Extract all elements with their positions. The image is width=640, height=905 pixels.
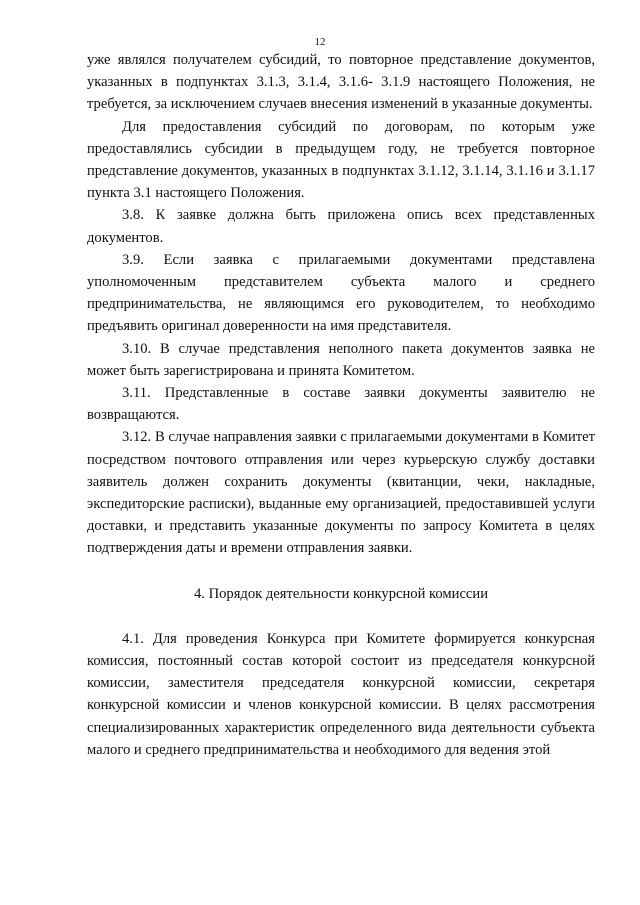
paragraph-3-11: 3.11. Представленные в составе заявки документы заявителю не возвращаются.: [87, 385, 595, 424]
paragraph-3-9: 3.9. Если заявка с прилагаемыми документами представлена уполномоченным представителем субъекта малого и среднего предпринимательства, не являющимся его руководителем, то необходимо предъявить оригинал доверенности на имя представителя.: [87, 251, 595, 335]
paragraph-4-1: 4.1. Для проведения Конкурса при Комитете формируется конкурсная комиссия, постоянный состав которой состоит из председателя конкурсной комиссии, заместителя председателя конкурсной комиссии, секретаря конкурсной комиссии и членов конкурсной комиссии. В целях рассмотрения специализированных характеристик определенного вида деятельности субъекта малого и среднего предпринимательства и необходимого для ведения этой: [87, 630, 595, 758]
page-content: [87, 49, 595, 761]
paragraph-3-8: 3.8. К заявке должна быть приложена опись всех представленных документов.: [87, 207, 595, 246]
paragraph-prior-year-contracts: Для предоставления субсидий по договорам, по которым уже предоставлялись субсидии в предыдущем году, не требуется повторное представление документов, указанных в подпунктах 3.1.12, 3.1.14, 3.1.16 и 3.1.17 пункта 3.1 настоящего Положения.: [87, 118, 595, 202]
paragraph-3-10: 3.10. В случае представления неполного пакета документов заявка не может быть зарегистрирована и принята Комитетом.: [87, 340, 595, 379]
paragraph-continuation: уже являлся получателем субсидий, то повторное представление документов, указанных в подпунктах 3.1.3, 3.1.4, 3.1.6- 3.1.9 настоящего Положения, не требуется, за исключением случаев внесения изменений в указанные документы.: [87, 52, 595, 113]
paragraph-3-12: 3.12. В случае направления заявки с прилагаемыми документами в Комитет посредством почтового отправления или через курьерскую службу доставки заявитель должен сохранить документы (квитанции, чеки, накладные, экспедиторские расписки), выданные ему организацией, предоставившей услуги доставки, и представить указанные документы по запросу Комитета в целях подтверждения даты и времени отправления заявки.: [87, 429, 595, 557]
section-heading: 4. Порядок деятельности конкурсной комиссии: [193, 585, 489, 602]
page-number: 12: [314, 36, 326, 48]
